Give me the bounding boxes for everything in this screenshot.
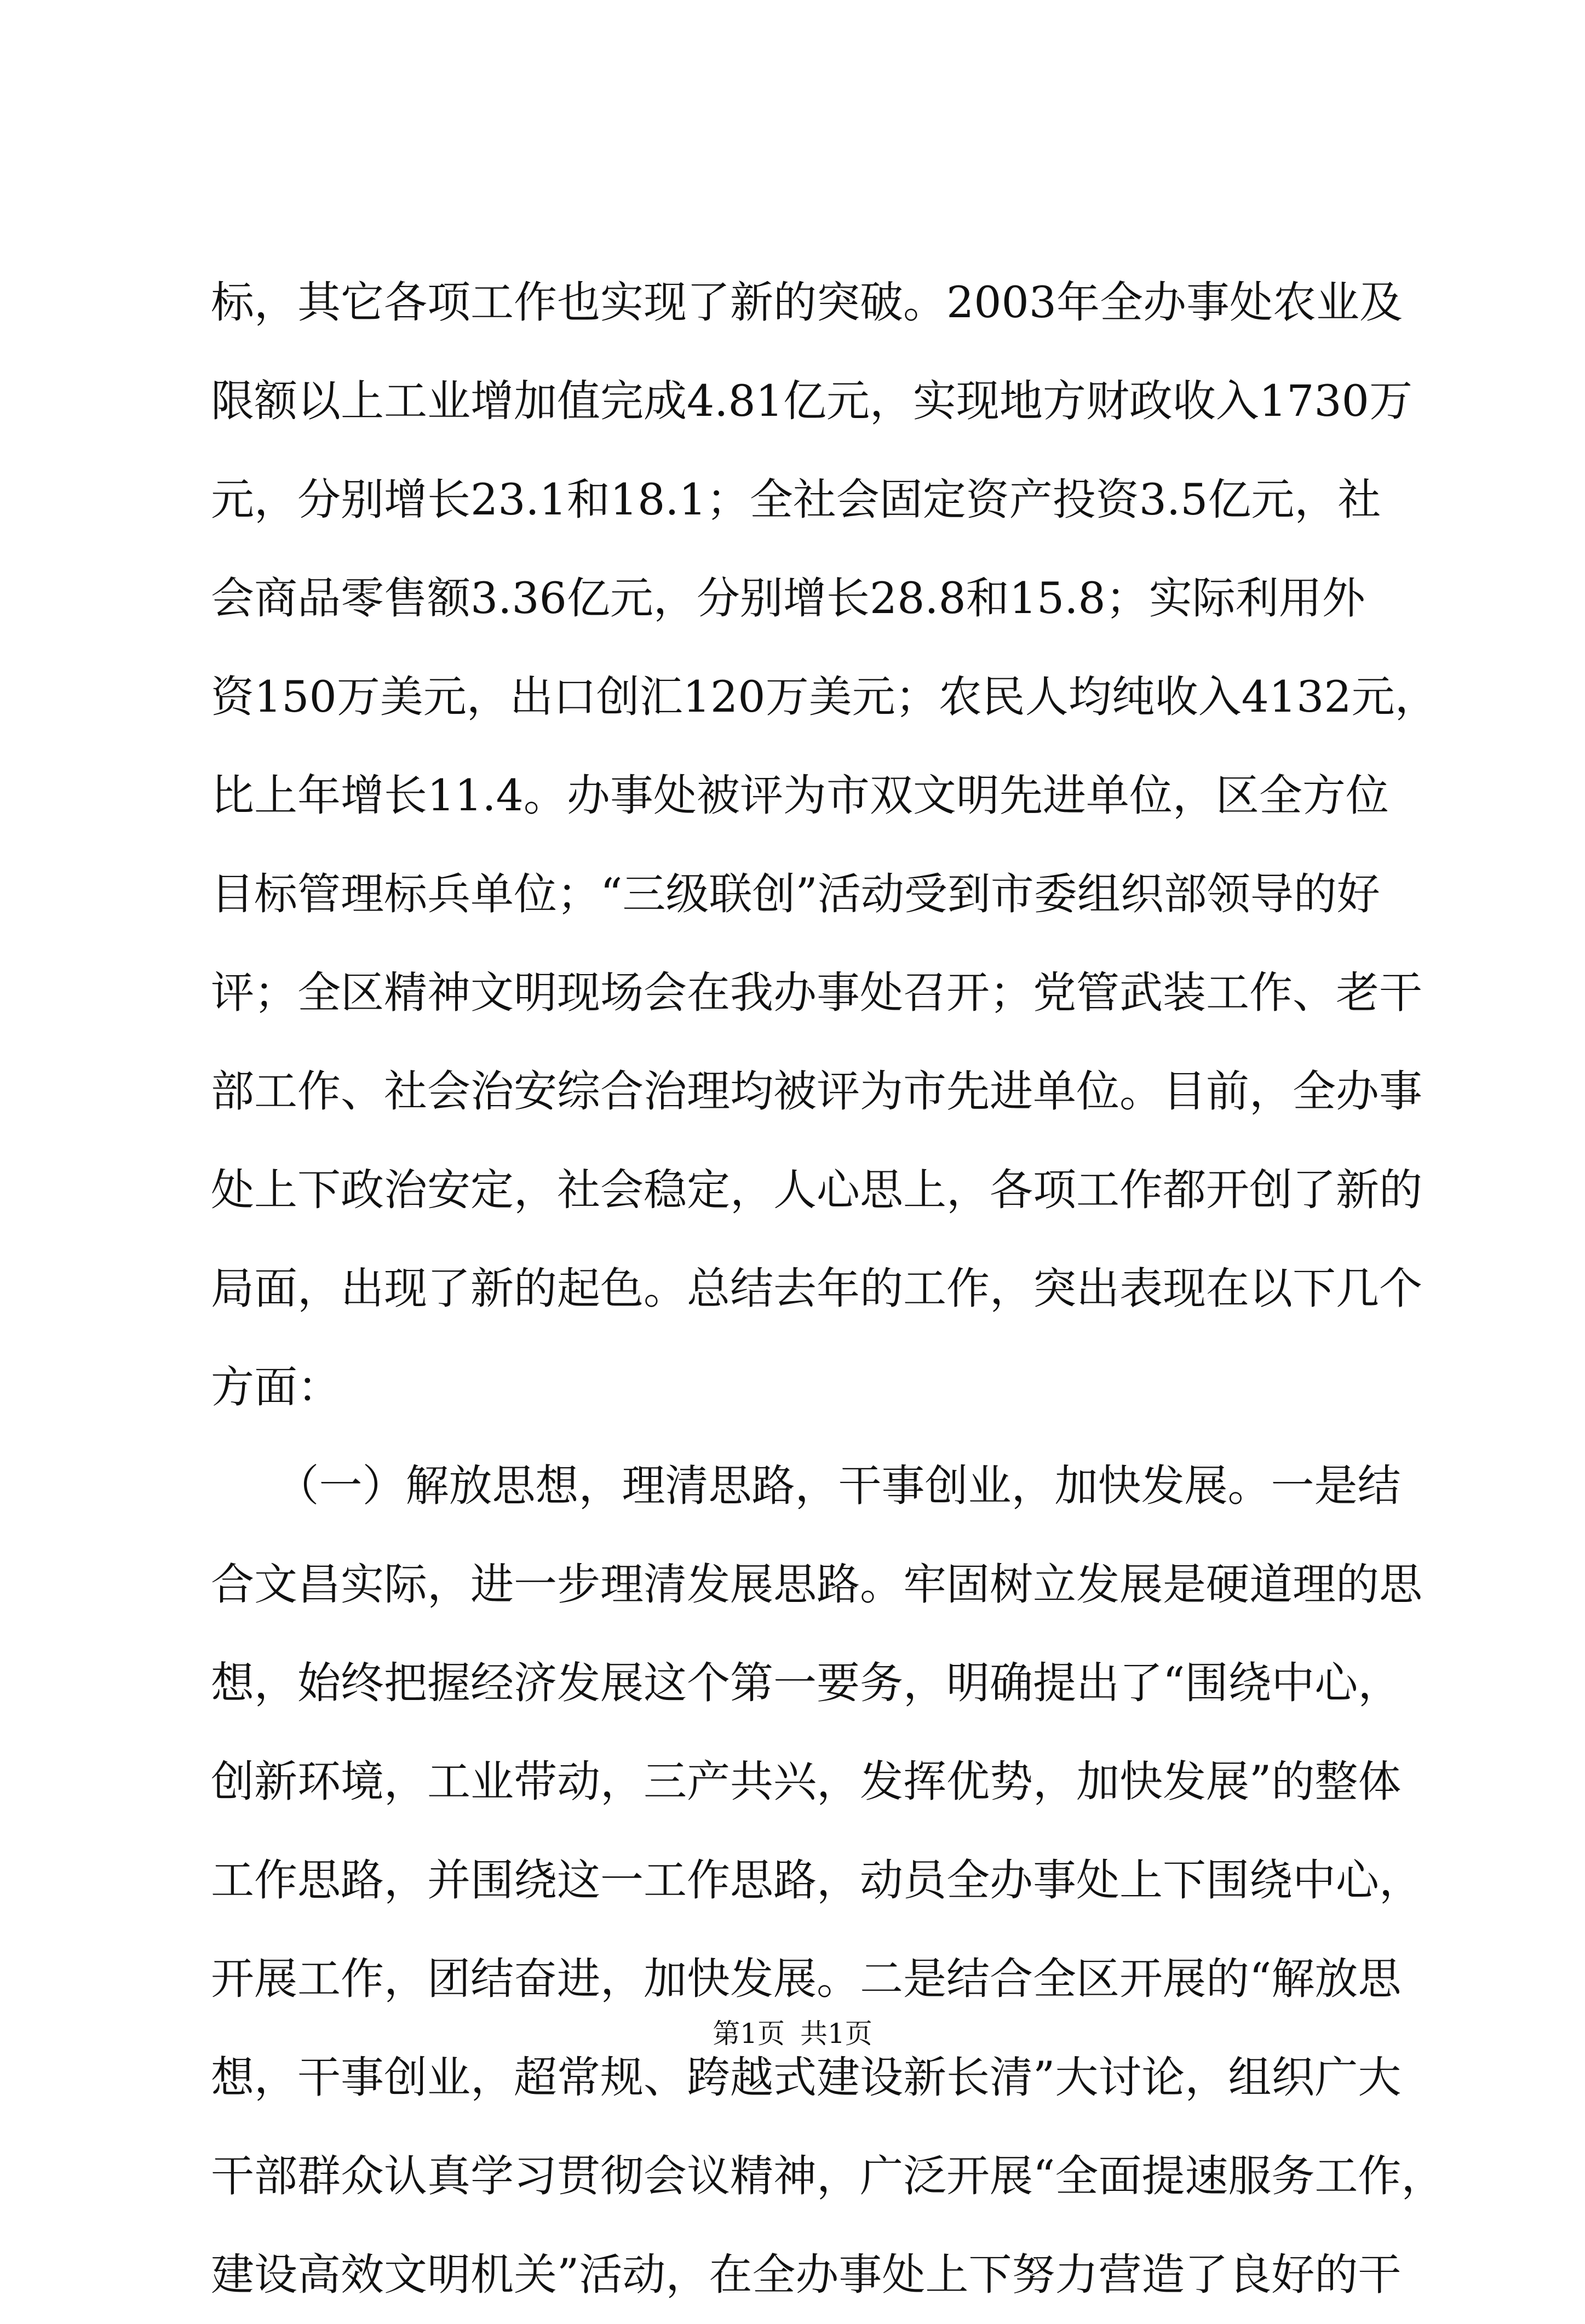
text-line-3: 元，分别增长23.1和18.1；全社会固定资产投资3.5亿元，社 (211, 474, 1381, 525)
page-number-total: 共1页 (800, 2018, 872, 2050)
text-line-16: 创新环境，工业带动，三产共兴，发挥优势，加快发展”的整体 (211, 1756, 1402, 1807)
text-line-20: 干部群众认真学习贯彻会议精神，广泛开展“全面提速服务工作， (211, 2151, 1445, 2201)
text-line-19: 想，干事创业，超常规、跨越式建设新长清”大讨论，组织广大 (211, 2052, 1402, 2103)
text-line-8: 评；全区精神文明现场会在我办事处召开；党管武装工作、老干 (211, 968, 1422, 1018)
text-line-2: 限额以上工业增加值完成4.81亿元，实现地方财政收入1730万 (211, 376, 1412, 426)
text-line-4: 会商品零售额3.36亿元，分别增长28.8和15.8；实际利用外 (211, 573, 1365, 623)
text-line-5: 资150万美元，出口创汇120万美元；农民人均纯收入4132元， (211, 672, 1438, 722)
text-line-18: 开展工作，团结奋进，加快发展。二是结合全区开展的“解放思 (211, 1954, 1402, 2004)
page-number-current: 第1页 (713, 2018, 785, 2050)
text-line-21: 建设高效文明机关”活动，在全办事处上下努力营造了良好的干 (211, 2249, 1402, 2300)
text-line-11: 局面，出现了新的起色。总结去年的工作，突出表现在以下几个 (211, 1263, 1422, 1314)
text-line-9: 部工作、社会治安综合治理均被评为市先进单位。目前，全办事 (211, 1066, 1422, 1117)
text-line-12: 方面： (211, 1362, 341, 1412)
page-footer (0, 2012, 1585, 2056)
text-line-6: 比上年增长11.4。办事处被评为市双文明先进单位，区全方位 (211, 770, 1389, 821)
text-line-10: 处上下政治安定，社会稳定，人心思上，各项工作都开创了新的 (211, 1165, 1422, 1215)
text-line-17: 工作思路，并围绕这一工作思路，动员全办事处上下围绕中心， (211, 1855, 1422, 1905)
text-line-14: 合文昌实际，进一步理清发展思路。牢固树立发展是硬道理的思 (211, 1559, 1422, 1610)
text-line-1: 标，其它各项工作也实现了新的突破。2003年全办事处农业及 (211, 277, 1403, 328)
text-line-13: （一）解放思想，理清思路，干事创业，加快发展。一是结 (211, 1461, 1401, 1511)
text-line-15: 想，始终把握经济发展这个第一要务，明确提出了“围绕中心， (211, 1658, 1402, 1708)
text-line-7: 目标管理标兵单位；“三级联创”活动受到市委组织部领导的好 (211, 869, 1380, 919)
